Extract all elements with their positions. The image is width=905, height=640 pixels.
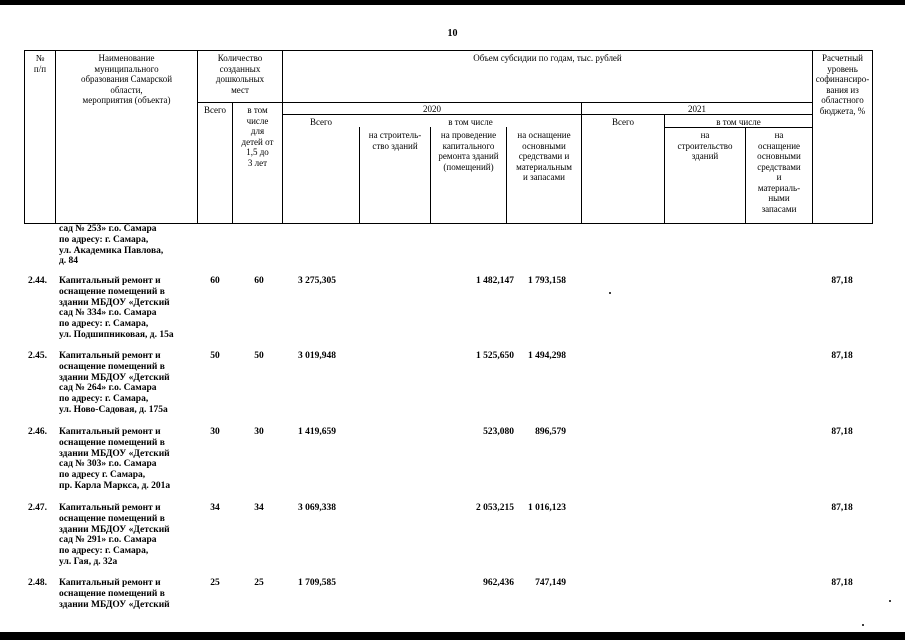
row-number: 2.48. — [28, 578, 47, 588]
row-2020-equip: 1 494,298 — [528, 351, 566, 361]
row-2020-repair: 2 053,215 — [476, 503, 514, 513]
row-places-kids: 60 — [254, 276, 264, 286]
header-2020-total: Всего — [309, 117, 333, 127]
row-2020-total: 3 275,305 — [298, 276, 336, 286]
header-2020-repair: на проведение капитального ремонта зданий (помещений) — [438, 130, 499, 172]
row-number: 2.44. — [28, 276, 47, 286]
row-cofinancing-pct: 87,18 — [831, 503, 853, 513]
row-name: Капитальный ремонт и оснащение помещений в здании МБДОУ «Детский сад № 264» г.о. Самара по адресу: г. Самара, ул. Ново-Садовая, д. 175а — [59, 351, 170, 415]
header-year-2021: 2021 — [688, 104, 706, 114]
bottom-border — [0, 632, 905, 640]
header-num: № п/п — [33, 53, 47, 74]
header-places: Количество созданных дошкольных мест — [215, 53, 265, 95]
row-2020-repair: 523,080 — [483, 427, 514, 437]
row-number: 2.45. — [28, 351, 47, 361]
row-name: Капитальный ремонт и оснащение помещений в здании МБДОУ «Детский сад № 334» г.о. Самара по адресу: г. Самара, ул. Подшипниковая, д. 15а — [59, 276, 174, 340]
top-border — [0, 0, 905, 5]
row-places-total: 60 — [210, 276, 220, 286]
scan-speck — [862, 624, 864, 626]
header-2020-build: на строитель- ство зданий — [368, 130, 422, 151]
continuation-text: сад № 253» г.о. Самара по адресу: г. Самара, ул. Академика Павлова, д. 84 — [59, 224, 164, 267]
row-cofinancing-pct: 87,18 — [831, 427, 853, 437]
row-2020-repair: 962,436 — [483, 578, 514, 588]
row-places-kids: 25 — [254, 578, 264, 588]
row-2020-total: 3 069,338 — [298, 503, 336, 513]
header-2021-build: на строительство зданий — [677, 130, 733, 161]
row-cofinancing-pct: 87,18 — [831, 578, 853, 588]
header-2021-equip: на оснащение основными средствами и материаль- ными запасами — [757, 130, 801, 214]
row-name: Капитальный ремонт и оснащение помещений в здании МБДОУ «Детский сад № 291» г.о. Самара по адресу: г. Самара, ул. Гая, д. 32а — [59, 503, 170, 567]
header-year-2020: 2020 — [423, 104, 441, 114]
scan-speck — [889, 600, 891, 602]
row-name: Капитальный ремонт и оснащение помещений в здании МБДОУ «Детский — [59, 578, 170, 610]
row-2020-total: 1 709,585 — [298, 578, 336, 588]
row-2020-repair: 1 482,147 — [476, 276, 514, 286]
header-2020-equip: на оснащение основными средствами и материальным и запасами — [516, 130, 572, 182]
header-2020-incl: в том числе — [448, 117, 493, 127]
row-places-kids: 34 — [254, 503, 264, 513]
row-2020-equip: 747,149 — [535, 578, 566, 588]
header-2021-total: Всего — [611, 117, 635, 127]
header-subsidy: Объем субсидии по годам, тыс. рублей — [473, 53, 622, 63]
header-cofinancing-pct: Расчетный уровень софинансиро- вания из областного бюджета, % — [815, 53, 870, 116]
page-number: 10 — [447, 28, 458, 39]
row-places-total: 30 — [210, 427, 220, 437]
row-name: Капитальный ремонт и оснащение помещений в здании МБДОУ «Детский сад № 303» г.о. Самара по адресу г. Самара, пр. Карла Маркса, д. 201а — [59, 427, 171, 491]
row-2020-total: 3 019,948 — [298, 351, 336, 361]
header-places-total: Всего — [203, 105, 227, 115]
row-2020-repair: 1 525,650 — [476, 351, 514, 361]
scan-speck — [609, 292, 611, 294]
row-places-kids: 30 — [254, 427, 264, 437]
header-2021-incl: в том числе — [716, 117, 761, 127]
row-2020-equip: 1 016,123 — [528, 503, 566, 513]
row-2020-total: 1 419,659 — [298, 427, 336, 437]
row-places-total: 34 — [210, 503, 220, 513]
header-name: Наименование муниципального образования Самарской области, мероприятия (объекта) — [80, 53, 173, 105]
row-cofinancing-pct: 87,18 — [831, 351, 853, 361]
header-places-kids: в том числе для детей от 1,5 до 3 лет — [241, 105, 274, 168]
row-cofinancing-pct: 87,18 — [831, 276, 853, 286]
row-places-kids: 50 — [254, 351, 264, 361]
row-2020-equip: 896,579 — [535, 427, 566, 437]
row-places-total: 25 — [210, 578, 220, 588]
row-number: 2.46. — [28, 427, 47, 437]
row-2020-equip: 1 793,158 — [528, 276, 566, 286]
row-places-total: 50 — [210, 351, 220, 361]
row-number: 2.47. — [28, 503, 47, 513]
